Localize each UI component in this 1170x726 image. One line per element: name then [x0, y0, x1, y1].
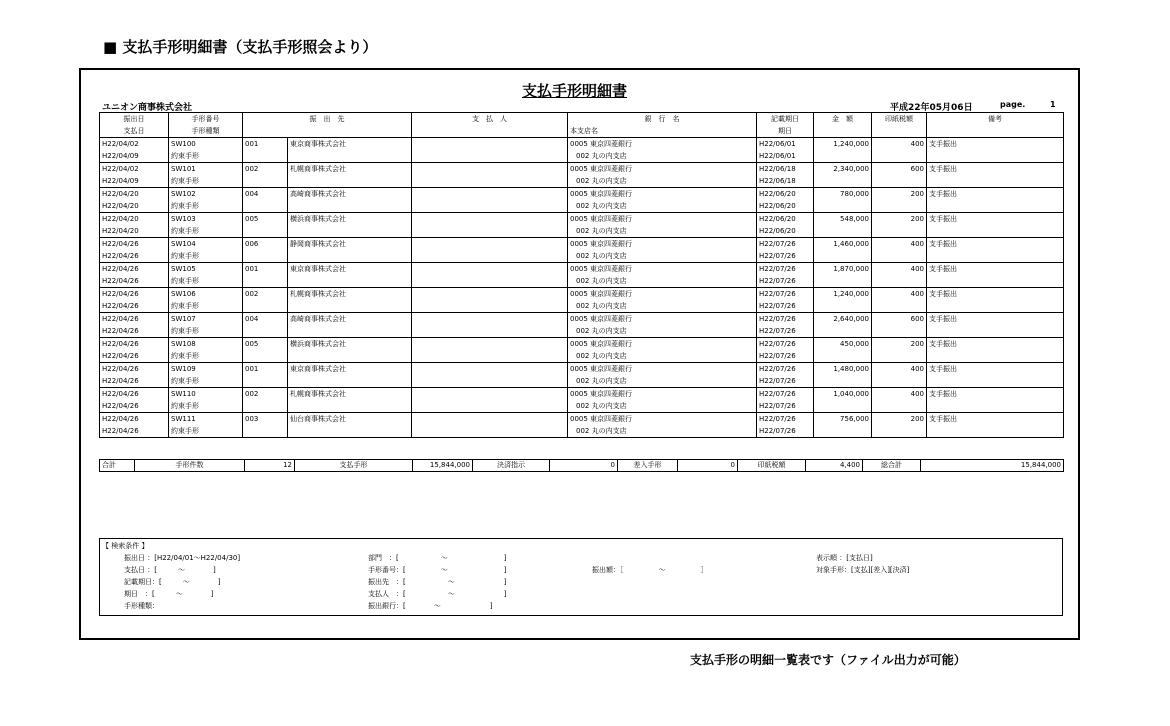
totals-count-label: 手形件数 — [135, 460, 245, 472]
drawee-code: 003 — [243, 413, 288, 426]
remark: 支手振出 — [927, 413, 1064, 426]
drawee-code: 004 — [243, 313, 288, 326]
amount: 1,870,000 — [814, 263, 872, 276]
payee — [412, 163, 568, 176]
entry-date: H22/06/18 — [757, 163, 814, 176]
note-type: 約束手形 — [169, 175, 243, 188]
drawee-name: 高崎商事株式会社 — [288, 188, 412, 201]
table-row — [100, 188, 1064, 201]
bank-name: 0005 東京四菱銀行 — [568, 163, 757, 176]
stamp-tax: 600 — [872, 163, 927, 176]
entry-date: H22/07/26 — [757, 388, 814, 401]
issue-date: H22/04/20 — [100, 188, 169, 201]
header-issue-date: 振出日 — [100, 113, 169, 126]
totals-label: 合計 — [100, 460, 135, 472]
drawee-name: 横浜商事株式会社 — [288, 213, 412, 226]
table-row — [100, 213, 1064, 226]
remark: 支手振出 — [927, 188, 1064, 201]
entry-date: H22/07/26 — [757, 363, 814, 376]
payee — [412, 138, 568, 151]
report-title: 支払手形明細書 — [522, 82, 628, 100]
totals-settle: 0 — [550, 460, 618, 472]
note-no: SW107 — [169, 313, 243, 326]
term-date: H22/07/26 — [757, 300, 814, 313]
note-type: 約束手形 — [169, 400, 243, 413]
cond-note-type: 手形種類： — [124, 602, 159, 610]
payee — [412, 263, 568, 276]
amount: 1,240,000 — [814, 288, 872, 301]
cond-entry-date: 記載期日：[ ～ ] — [124, 578, 221, 586]
term-date: H22/07/26 — [757, 325, 814, 338]
header-branch: 本支店名 — [568, 125, 757, 138]
cond-issue-bank: 振出銀行：[ ～ ] — [368, 602, 493, 610]
note-type: 約束手形 — [169, 200, 243, 213]
issue-date: H22/04/26 — [100, 288, 169, 301]
payee — [412, 338, 568, 351]
term-date: H22/07/26 — [757, 375, 814, 388]
table-row — [100, 363, 1064, 376]
remark: 支手振出 — [927, 238, 1064, 251]
stamp-tax: 200 — [872, 188, 927, 201]
table-row — [100, 388, 1064, 401]
note-type: 約束手形 — [169, 425, 243, 438]
stamp-tax: 600 — [872, 313, 927, 326]
entry-date: H22/06/20 — [757, 213, 814, 226]
header-amount: 金 額 — [814, 113, 872, 126]
note-no: SW104 — [169, 238, 243, 251]
totals-count: 12 — [245, 460, 295, 472]
issue-date: H22/04/26 — [100, 388, 169, 401]
bank-name: 0005 東京四菱銀行 — [568, 188, 757, 201]
drawee-code: 006 — [243, 238, 288, 251]
report-date: 平成22年05月06日 — [890, 103, 973, 113]
cond-department: 部門 ：[ ～ ] — [368, 554, 507, 562]
note-type: 約束手形 — [169, 375, 243, 388]
remark: 支手振出 — [927, 163, 1064, 176]
header-note-type: 手形種類 — [169, 125, 243, 138]
note-no: SW106 — [169, 288, 243, 301]
header-note-no: 手形番号 — [169, 113, 243, 126]
amount: 548,000 — [814, 213, 872, 226]
branch-name: 002 丸の内支店 — [568, 375, 757, 388]
remark: 支手振出 — [927, 138, 1064, 151]
bank-name: 0005 東京四菱銀行 — [568, 413, 757, 426]
bank-name: 0005 東京四菱銀行 — [568, 288, 757, 301]
totals-diff-label: 差入手形 — [618, 460, 678, 472]
issue-date: H22/04/26 — [100, 313, 169, 326]
remark: 支手振出 — [927, 313, 1064, 326]
table-row-sub — [100, 200, 1064, 213]
cond-pay-date: 支払日 ：[ ～ ] — [124, 566, 216, 574]
cond-issue-amount: 振出額：［ ～ ］ — [592, 566, 708, 574]
issue-date: H22/04/26 — [100, 238, 169, 251]
remark: 支手振出 — [927, 213, 1064, 226]
drawee-name: 仙台商事株式会社 — [288, 413, 412, 426]
table-row-sub — [100, 150, 1064, 163]
stamp-tax: 400 — [872, 388, 927, 401]
payee — [412, 388, 568, 401]
bank-name: 0005 東京四菱銀行 — [568, 138, 757, 151]
amount: 2,640,000 — [814, 313, 872, 326]
payee — [412, 413, 568, 426]
drawee-code: 005 — [243, 213, 288, 226]
stamp-tax: 400 — [872, 288, 927, 301]
table-row — [100, 413, 1064, 426]
table-row — [100, 138, 1064, 151]
pay-date: H22/04/20 — [100, 200, 169, 213]
payee — [412, 238, 568, 251]
pay-date: H22/04/26 — [100, 425, 169, 438]
table-row-sub — [100, 275, 1064, 288]
bank-name: 0005 東京四菱銀行 — [568, 388, 757, 401]
drawee-name: 横浜商事株式会社 — [288, 338, 412, 351]
totals-settle-label: 決済指示 — [473, 460, 550, 472]
issue-date: H22/04/02 — [100, 163, 169, 176]
branch-name: 002 丸の内支店 — [568, 350, 757, 363]
cond-drawee: 振出先 ：[ ～ ] — [368, 578, 507, 586]
cond-sort-order: 表示順 ：[支払日] — [816, 554, 873, 562]
note-type: 約束手形 — [169, 275, 243, 288]
table-row-sub — [100, 350, 1064, 363]
header-payee: 支 払 人 — [412, 113, 568, 126]
amount: 450,000 — [814, 338, 872, 351]
drawee-name: 東京商事株式会社 — [288, 363, 412, 376]
note-type: 約束手形 — [169, 325, 243, 338]
note-type: 約束手形 — [169, 300, 243, 313]
branch-name: 002 丸の内支店 — [568, 250, 757, 263]
note-no: SW100 — [169, 138, 243, 151]
branch-name: 002 丸の内支店 — [568, 300, 757, 313]
pay-date: H22/04/26 — [100, 300, 169, 313]
branch-name: 002 丸の内支店 — [568, 275, 757, 288]
stamp-tax: 400 — [872, 238, 927, 251]
amount: 1,460,000 — [814, 238, 872, 251]
amount: 1,040,000 — [814, 388, 872, 401]
pay-date: H22/04/26 — [100, 325, 169, 338]
table-row-sub — [100, 225, 1064, 238]
drawee-code: 002 — [243, 388, 288, 401]
note-no: SW108 — [169, 338, 243, 351]
bank-name: 0005 東京四菱銀行 — [568, 363, 757, 376]
term-date: H22/07/26 — [757, 250, 814, 263]
pay-date: H22/04/20 — [100, 225, 169, 238]
pay-date: H22/04/26 — [100, 275, 169, 288]
drawee-name: 札幌商事株式会社 — [288, 163, 412, 176]
entry-date: H22/07/26 — [757, 263, 814, 276]
table-row — [100, 288, 1064, 301]
note-no: SW101 — [169, 163, 243, 176]
remark: 支手振出 — [927, 338, 1064, 351]
drawee-name: 東京商事株式会社 — [288, 138, 412, 151]
table-row-sub — [100, 375, 1064, 388]
pay-date: H22/04/26 — [100, 375, 169, 388]
issue-date: H22/04/26 — [100, 413, 169, 426]
note-type: 約束手形 — [169, 150, 243, 163]
totals-stamp: 4,400 — [806, 460, 863, 472]
drawee-code: 004 — [243, 188, 288, 201]
header-term: 期日 — [757, 125, 814, 138]
drawee-code: 005 — [243, 338, 288, 351]
stamp-tax: 200 — [872, 213, 927, 226]
drawee-name: 札幌商事株式会社 — [288, 388, 412, 401]
remark: 支手振出 — [927, 388, 1064, 401]
branch-name: 002 丸の内支店 — [568, 200, 757, 213]
note-type: 約束手形 — [169, 225, 243, 238]
pay-date: H22/04/26 — [100, 400, 169, 413]
drawee-name: 高崎商事株式会社 — [288, 313, 412, 326]
table-row-sub — [100, 300, 1064, 313]
totals-grand: 15,844,000 — [921, 460, 1064, 472]
note-no: SW109 — [169, 363, 243, 376]
issue-date: H22/04/02 — [100, 138, 169, 151]
table-row — [100, 238, 1064, 251]
term-date: H22/07/26 — [757, 350, 814, 363]
payee — [412, 363, 568, 376]
payee — [412, 213, 568, 226]
table-row-sub — [100, 250, 1064, 263]
header-pay-date: 支払日 — [100, 125, 169, 138]
page-number: 1 — [1050, 100, 1056, 109]
search-conditions — [99, 538, 1063, 616]
cond-note-no: 手形番号：[ ～ ] — [368, 566, 507, 574]
entry-date: H22/06/20 — [757, 188, 814, 201]
table-row — [100, 263, 1064, 276]
page-label: page. — [1000, 100, 1026, 109]
term-date: H22/07/26 — [757, 425, 814, 438]
table-row-sub — [100, 325, 1064, 338]
header-bank: 銀 行 名 — [568, 113, 757, 126]
note-type: 約束手形 — [169, 350, 243, 363]
drawee-code: 001 — [243, 263, 288, 276]
bank-name: 0005 東京四菱銀行 — [568, 213, 757, 226]
issue-date: H22/04/26 — [100, 263, 169, 276]
amount: 1,480,000 — [814, 363, 872, 376]
cond-payee: 支払人 ：[ ～ ] — [368, 590, 507, 598]
entry-date: H22/07/26 — [757, 288, 814, 301]
pay-date: H22/04/26 — [100, 350, 169, 363]
pay-date: H22/04/09 — [100, 175, 169, 188]
header-drawee: 振 出 先 — [243, 113, 412, 126]
totals-pay: 15,844,000 — [413, 460, 473, 472]
branch-name: 002 丸の内支店 — [568, 175, 757, 188]
table-row — [100, 338, 1064, 351]
bank-name: 0005 東京四菱銀行 — [568, 338, 757, 351]
note-type: 約束手形 — [169, 250, 243, 263]
bank-name: 0005 東京四菱銀行 — [568, 313, 757, 326]
drawee-name: 東京商事株式会社 — [288, 263, 412, 276]
cond-target-notes: 対象手形：[支払][差入][決済] — [816, 566, 910, 574]
remark: 支手振出 — [927, 263, 1064, 276]
amount: 756,000 — [814, 413, 872, 426]
issue-date: H22/04/26 — [100, 363, 169, 376]
term-date: H22/07/26 — [757, 275, 814, 288]
stamp-tax: 200 — [872, 338, 927, 351]
entry-date: H22/07/26 — [757, 338, 814, 351]
note-no: SW102 — [169, 188, 243, 201]
totals-table — [99, 459, 1064, 472]
conditions-header: 【 検索条件 】 — [102, 542, 149, 550]
bank-name: 0005 東京四菱銀行 — [568, 238, 757, 251]
pay-date: H22/04/09 — [100, 150, 169, 163]
stamp-tax: 400 — [872, 263, 927, 276]
branch-name: 002 丸の内支店 — [568, 325, 757, 338]
drawee-code: 002 — [243, 288, 288, 301]
entry-date: H22/07/26 — [757, 313, 814, 326]
drawee-name: 静岡商事株式会社 — [288, 238, 412, 251]
amount: 780,000 — [814, 188, 872, 201]
totals-stamp-label: 印紙税額 — [738, 460, 806, 472]
amount: 1,240,000 — [814, 138, 872, 151]
note-no: SW111 — [169, 413, 243, 426]
entry-date: H22/07/26 — [757, 238, 814, 251]
totals-diff: 0 — [678, 460, 738, 472]
table-row-sub — [100, 175, 1064, 188]
drawee-code: 002 — [243, 163, 288, 176]
drawee-name: 札幌商事株式会社 — [288, 288, 412, 301]
page-heading: ■ 支払手形明細書（支払手形照会より） — [103, 38, 378, 56]
totals-pay-label: 支払手形 — [295, 460, 413, 472]
table-row-sub — [100, 400, 1064, 413]
table-row — [100, 163, 1064, 176]
term-date: H22/06/18 — [757, 175, 814, 188]
caption: 支払手形の明細一覧表です（ファイル出力が可能） — [690, 653, 966, 667]
branch-name: 002 丸の内支店 — [568, 150, 757, 163]
stamp-tax: 400 — [872, 138, 927, 151]
header-entry-date: 記載期日 — [757, 113, 814, 126]
table-row — [100, 313, 1064, 326]
term-date: H22/06/01 — [757, 150, 814, 163]
totals-grand-label: 総合計 — [863, 460, 921, 472]
header-stamp: 印紙税額 — [872, 113, 927, 126]
issue-date: H22/04/20 — [100, 213, 169, 226]
table-row-sub — [100, 425, 1064, 438]
header-remarks: 備考 — [927, 113, 1064, 126]
detail-table — [99, 112, 1064, 438]
term-date: H22/07/26 — [757, 400, 814, 413]
drawee-code: 001 — [243, 138, 288, 151]
term-date: H22/06/20 — [757, 225, 814, 238]
entry-date: H22/07/26 — [757, 413, 814, 426]
drawee-code: 001 — [243, 363, 288, 376]
amount: 2,340,000 — [814, 163, 872, 176]
payee — [412, 313, 568, 326]
branch-name: 002 丸の内支店 — [568, 400, 757, 413]
pay-date: H22/04/26 — [100, 250, 169, 263]
company-name: ユニオン商事株式会社 — [102, 103, 193, 113]
cond-term: 期日 ：[ ～ ] — [124, 590, 214, 598]
cond-issue-date: 振出日 ：[H22/04/01～H22/04/30] — [124, 554, 241, 562]
note-no: SW103 — [169, 213, 243, 226]
note-no: SW110 — [169, 388, 243, 401]
bank-name: 0005 東京四菱銀行 — [568, 263, 757, 276]
entry-date: H22/06/01 — [757, 138, 814, 151]
remark: 支手振出 — [927, 288, 1064, 301]
note-no: SW105 — [169, 263, 243, 276]
remark: 支手振出 — [927, 363, 1064, 376]
payee — [412, 288, 568, 301]
payee — [412, 188, 568, 201]
branch-name: 002 丸の内支店 — [568, 425, 757, 438]
issue-date: H22/04/26 — [100, 338, 169, 351]
term-date: H22/06/20 — [757, 200, 814, 213]
branch-name: 002 丸の内支店 — [568, 225, 757, 238]
stamp-tax: 200 — [872, 413, 927, 426]
stamp-tax: 400 — [872, 363, 927, 376]
